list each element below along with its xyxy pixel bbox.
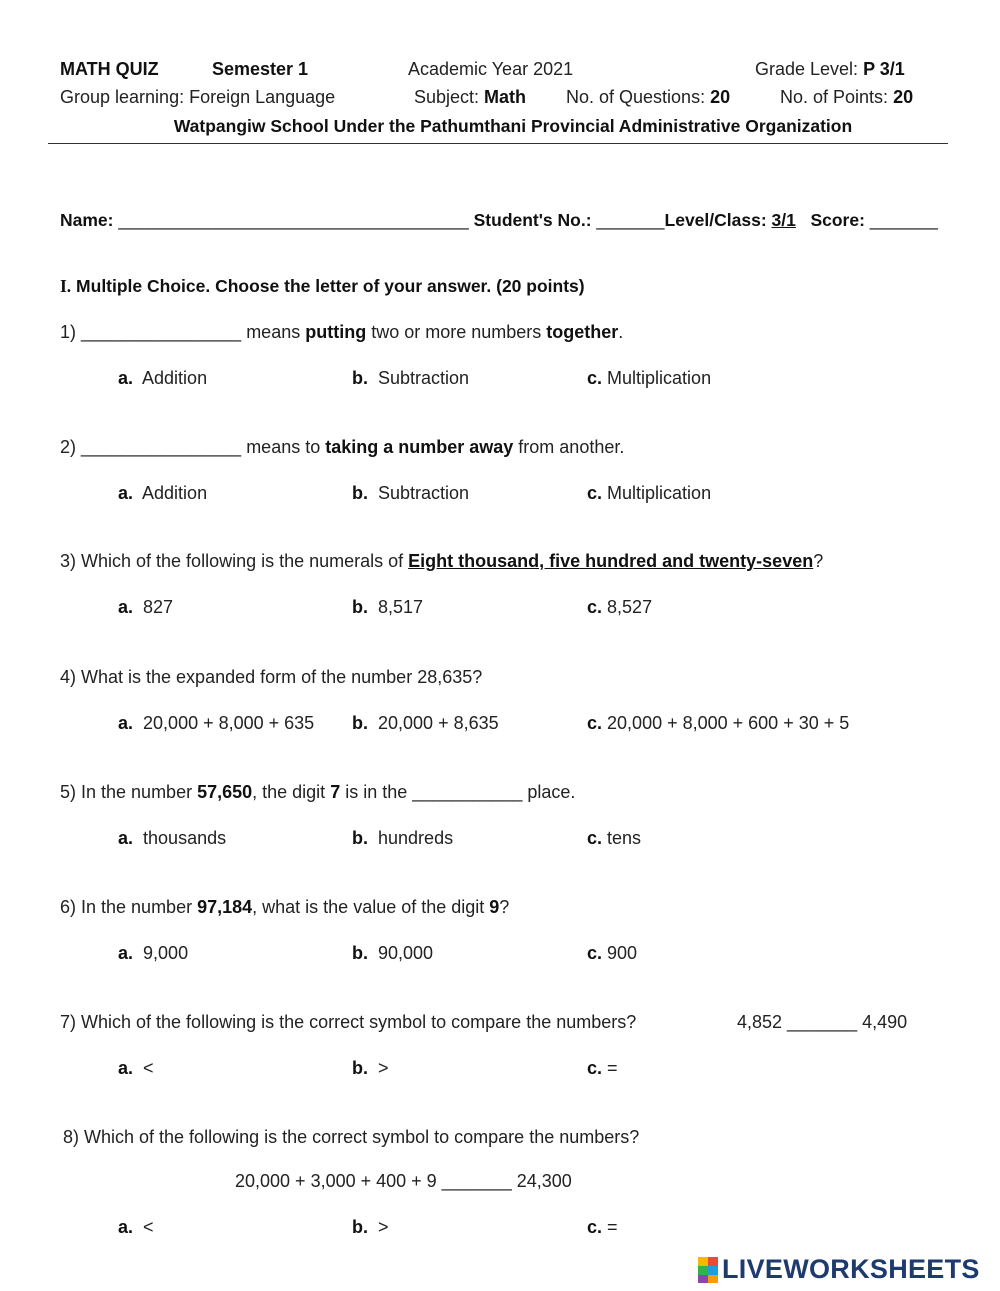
- quiz-title: MATH QUIZ: [60, 59, 159, 79]
- academic-year: Academic Year 2021: [408, 59, 574, 79]
- q7-compare: 4,852 _______ 4,490: [737, 1012, 908, 1032]
- logo-square: [698, 1275, 708, 1283]
- option-letter: c.: [587, 1217, 603, 1237]
- option-letter: a.: [118, 597, 134, 617]
- logo-square: [698, 1257, 708, 1266]
- grade-level-label: Grade Level:: [755, 59, 864, 79]
- question-8: 8) Which of the following is the correct symbol to compare the numbers?: [63, 1127, 640, 1147]
- option-text: 9,000: [143, 943, 189, 963]
- q3-text-2: ?: [813, 551, 824, 571]
- question-3: [60, 551, 823, 572]
- option-letter: c.: [587, 713, 603, 733]
- q1-bold-1: putting: [305, 322, 367, 342]
- option-letter: b.: [352, 483, 368, 503]
- question-5: [60, 782, 575, 803]
- q2-option-a[interactable]: [118, 483, 207, 504]
- question-6: [60, 897, 509, 918]
- subject-value: Math: [484, 87, 527, 107]
- option-text: 827: [143, 597, 174, 617]
- q5-bold: 57,650: [197, 782, 253, 802]
- q6-bold: 97,184: [197, 897, 253, 917]
- option-text: >: [378, 1217, 389, 1237]
- option-letter: a.: [118, 1058, 134, 1078]
- q5-option-a[interactable]: [118, 828, 226, 849]
- num-points-value: 20: [893, 87, 914, 107]
- subject-label: Subject:: [414, 87, 485, 107]
- q6-text: 6) In the number: [60, 897, 198, 917]
- option-text: Addition: [142, 368, 208, 388]
- logo-square: [708, 1275, 718, 1283]
- option-text: 8,517: [378, 597, 424, 617]
- q5-text: 5) In the number: [60, 782, 198, 802]
- q2-number: 2): [60, 437, 82, 457]
- q1-bold-2: together: [546, 322, 619, 342]
- q6-option-c[interactable]: [587, 943, 637, 964]
- student-info: [60, 210, 938, 231]
- student-no-label: Student's No.:: [473, 210, 597, 230]
- q1-number: 1): [60, 322, 82, 342]
- q8-option-c[interactable]: [587, 1217, 618, 1238]
- q1-text-2: two or more numbers: [366, 322, 547, 342]
- option-text: =: [607, 1217, 618, 1237]
- logo-square: [708, 1257, 718, 1266]
- option-letter: b.: [352, 1217, 368, 1237]
- level-class-label: Level/Class:: [664, 210, 772, 230]
- grade-level: [755, 59, 905, 80]
- student-no-field[interactable]: _______: [596, 210, 665, 230]
- option-text: tens: [607, 828, 642, 848]
- option-text: Subtraction: [378, 483, 470, 503]
- option-letter: c.: [587, 943, 603, 963]
- q1-option-b[interactable]: [352, 368, 469, 389]
- option-text: Multiplication: [607, 368, 712, 388]
- num-questions: [566, 87, 730, 108]
- option-text: 20,000 + 8,000 + 600 + 30 + 5: [607, 713, 850, 733]
- q7-option-a[interactable]: [118, 1058, 154, 1079]
- score-field[interactable]: _______: [869, 210, 938, 230]
- q4-option-c[interactable]: [587, 713, 849, 734]
- option-letter: b.: [352, 368, 368, 388]
- option-letter: b.: [352, 828, 368, 848]
- q7-option-b[interactable]: [352, 1058, 389, 1079]
- option-text: 900: [607, 943, 638, 963]
- option-text: >: [378, 1058, 389, 1078]
- option-letter: a.: [118, 1217, 134, 1237]
- q6-text-2: , what is the value of the digit: [252, 897, 490, 917]
- q1-option-c[interactable]: [587, 368, 711, 389]
- option-text: 90,000: [378, 943, 434, 963]
- q3-bold: Eight thousand, five hundred and twenty-seven: [408, 551, 814, 571]
- option-letter: c.: [587, 483, 603, 503]
- q2-text-2: from another.: [513, 437, 625, 457]
- score-label: Score:: [810, 210, 870, 230]
- question-7: 7) Which of the following is the correct symbol to compare the numbers?: [60, 1012, 637, 1032]
- header-divider: [48, 143, 948, 144]
- q2-text: means to: [241, 437, 326, 457]
- q2-blank[interactable]: ________________: [81, 437, 242, 457]
- num-questions-value: 20: [710, 87, 731, 107]
- name-field[interactable]: ____________________________________: [118, 210, 469, 230]
- option-text: thousands: [143, 828, 227, 848]
- q3-option-a[interactable]: [118, 597, 173, 618]
- option-text: Addition: [142, 483, 208, 503]
- q6-option-a[interactable]: [118, 943, 188, 964]
- q1-option-a[interactable]: [118, 368, 207, 389]
- option-letter: a.: [118, 483, 134, 503]
- group-learning: Group learning: Foreign Language: [60, 87, 336, 107]
- liveworksheets-logo-text: LIVEWORKSHEETS: [722, 1254, 980, 1284]
- school-name: Watpangiw School Under the Pathumthani Provincial Administrative Organization: [173, 116, 853, 136]
- q2-bold: taking a number away: [325, 437, 514, 457]
- option-letter: c.: [587, 1058, 603, 1078]
- num-points: [780, 87, 913, 108]
- option-letter: b.: [352, 943, 368, 963]
- section-title: [60, 276, 585, 297]
- option-letter: c.: [587, 597, 603, 617]
- q5-option-b[interactable]: [352, 828, 453, 849]
- q4-option-b[interactable]: [352, 713, 499, 734]
- option-text: 8,527: [607, 597, 653, 617]
- q5-option-c[interactable]: [587, 828, 641, 849]
- option-text: Subtraction: [378, 368, 470, 388]
- q7-option-c[interactable]: [587, 1058, 618, 1079]
- grade-level-value: P 3/1: [863, 59, 905, 79]
- question-4: 4) What is the expanded form of the number 28,635?: [60, 667, 483, 687]
- option-letter: a.: [118, 943, 134, 963]
- liveworksheets-logo[interactable]: [698, 1254, 980, 1285]
- q3-text: 3) Which of the following is the numerals of: [60, 551, 409, 571]
- q3-option-c[interactable]: [587, 597, 652, 618]
- option-letter: c.: [587, 368, 603, 388]
- logo-square: [698, 1266, 708, 1275]
- level-class-value: 3/1: [771, 210, 796, 230]
- q5-text-3: is in the ___________ place.: [340, 782, 576, 802]
- num-questions-label: No. of Questions:: [566, 87, 711, 107]
- option-text: =: [607, 1058, 618, 1078]
- q5-bold-2: 7: [330, 782, 341, 802]
- question-2: [60, 437, 624, 458]
- q1-text-3: .: [618, 322, 624, 342]
- q8-compare: 20,000 + 3,000 + 400 + 9 _______ 24,300: [235, 1171, 572, 1191]
- q2-option-b[interactable]: [352, 483, 469, 504]
- option-letter: c.: [587, 828, 603, 848]
- section-text: Multiple Choice. Choose the letter of your answer. (20 points): [71, 276, 585, 296]
- q8-option-b[interactable]: [352, 1217, 389, 1238]
- option-text: 20,000 + 8,000 + 635: [143, 713, 315, 733]
- question-1: [60, 322, 623, 343]
- liveworksheets-logo-icon: [698, 1257, 718, 1283]
- option-letter: a.: [118, 828, 134, 848]
- q3-option-b[interactable]: [352, 597, 423, 618]
- option-letter: b.: [352, 1058, 368, 1078]
- num-points-label: No. of Points:: [780, 87, 894, 107]
- option-text: hundreds: [378, 828, 454, 848]
- name-label: Name:: [60, 210, 119, 230]
- semester: Semester 1: [212, 59, 309, 79]
- option-letter: b.: [352, 713, 368, 733]
- q1-blank[interactable]: ________________: [81, 322, 242, 342]
- section-roman: I.: [60, 276, 72, 296]
- logo-square: [708, 1266, 718, 1275]
- q4-option-a[interactable]: [118, 713, 314, 734]
- q5-text-2: , the digit: [252, 782, 331, 802]
- q1-text: means: [241, 322, 306, 342]
- option-text: 20,000 + 8,635: [378, 713, 499, 733]
- option-text: <: [143, 1058, 154, 1078]
- q6-option-b[interactable]: [352, 943, 433, 964]
- q6-bold-2: 9: [489, 897, 500, 917]
- option-letter: a.: [118, 713, 134, 733]
- q2-option-c[interactable]: [587, 483, 711, 504]
- q8-option-a[interactable]: [118, 1217, 154, 1238]
- option-text: Multiplication: [607, 483, 712, 503]
- option-letter: b.: [352, 597, 368, 617]
- q6-text-3: ?: [499, 897, 510, 917]
- subject: [414, 87, 526, 108]
- option-letter: a.: [118, 368, 134, 388]
- option-text: <: [143, 1217, 154, 1237]
